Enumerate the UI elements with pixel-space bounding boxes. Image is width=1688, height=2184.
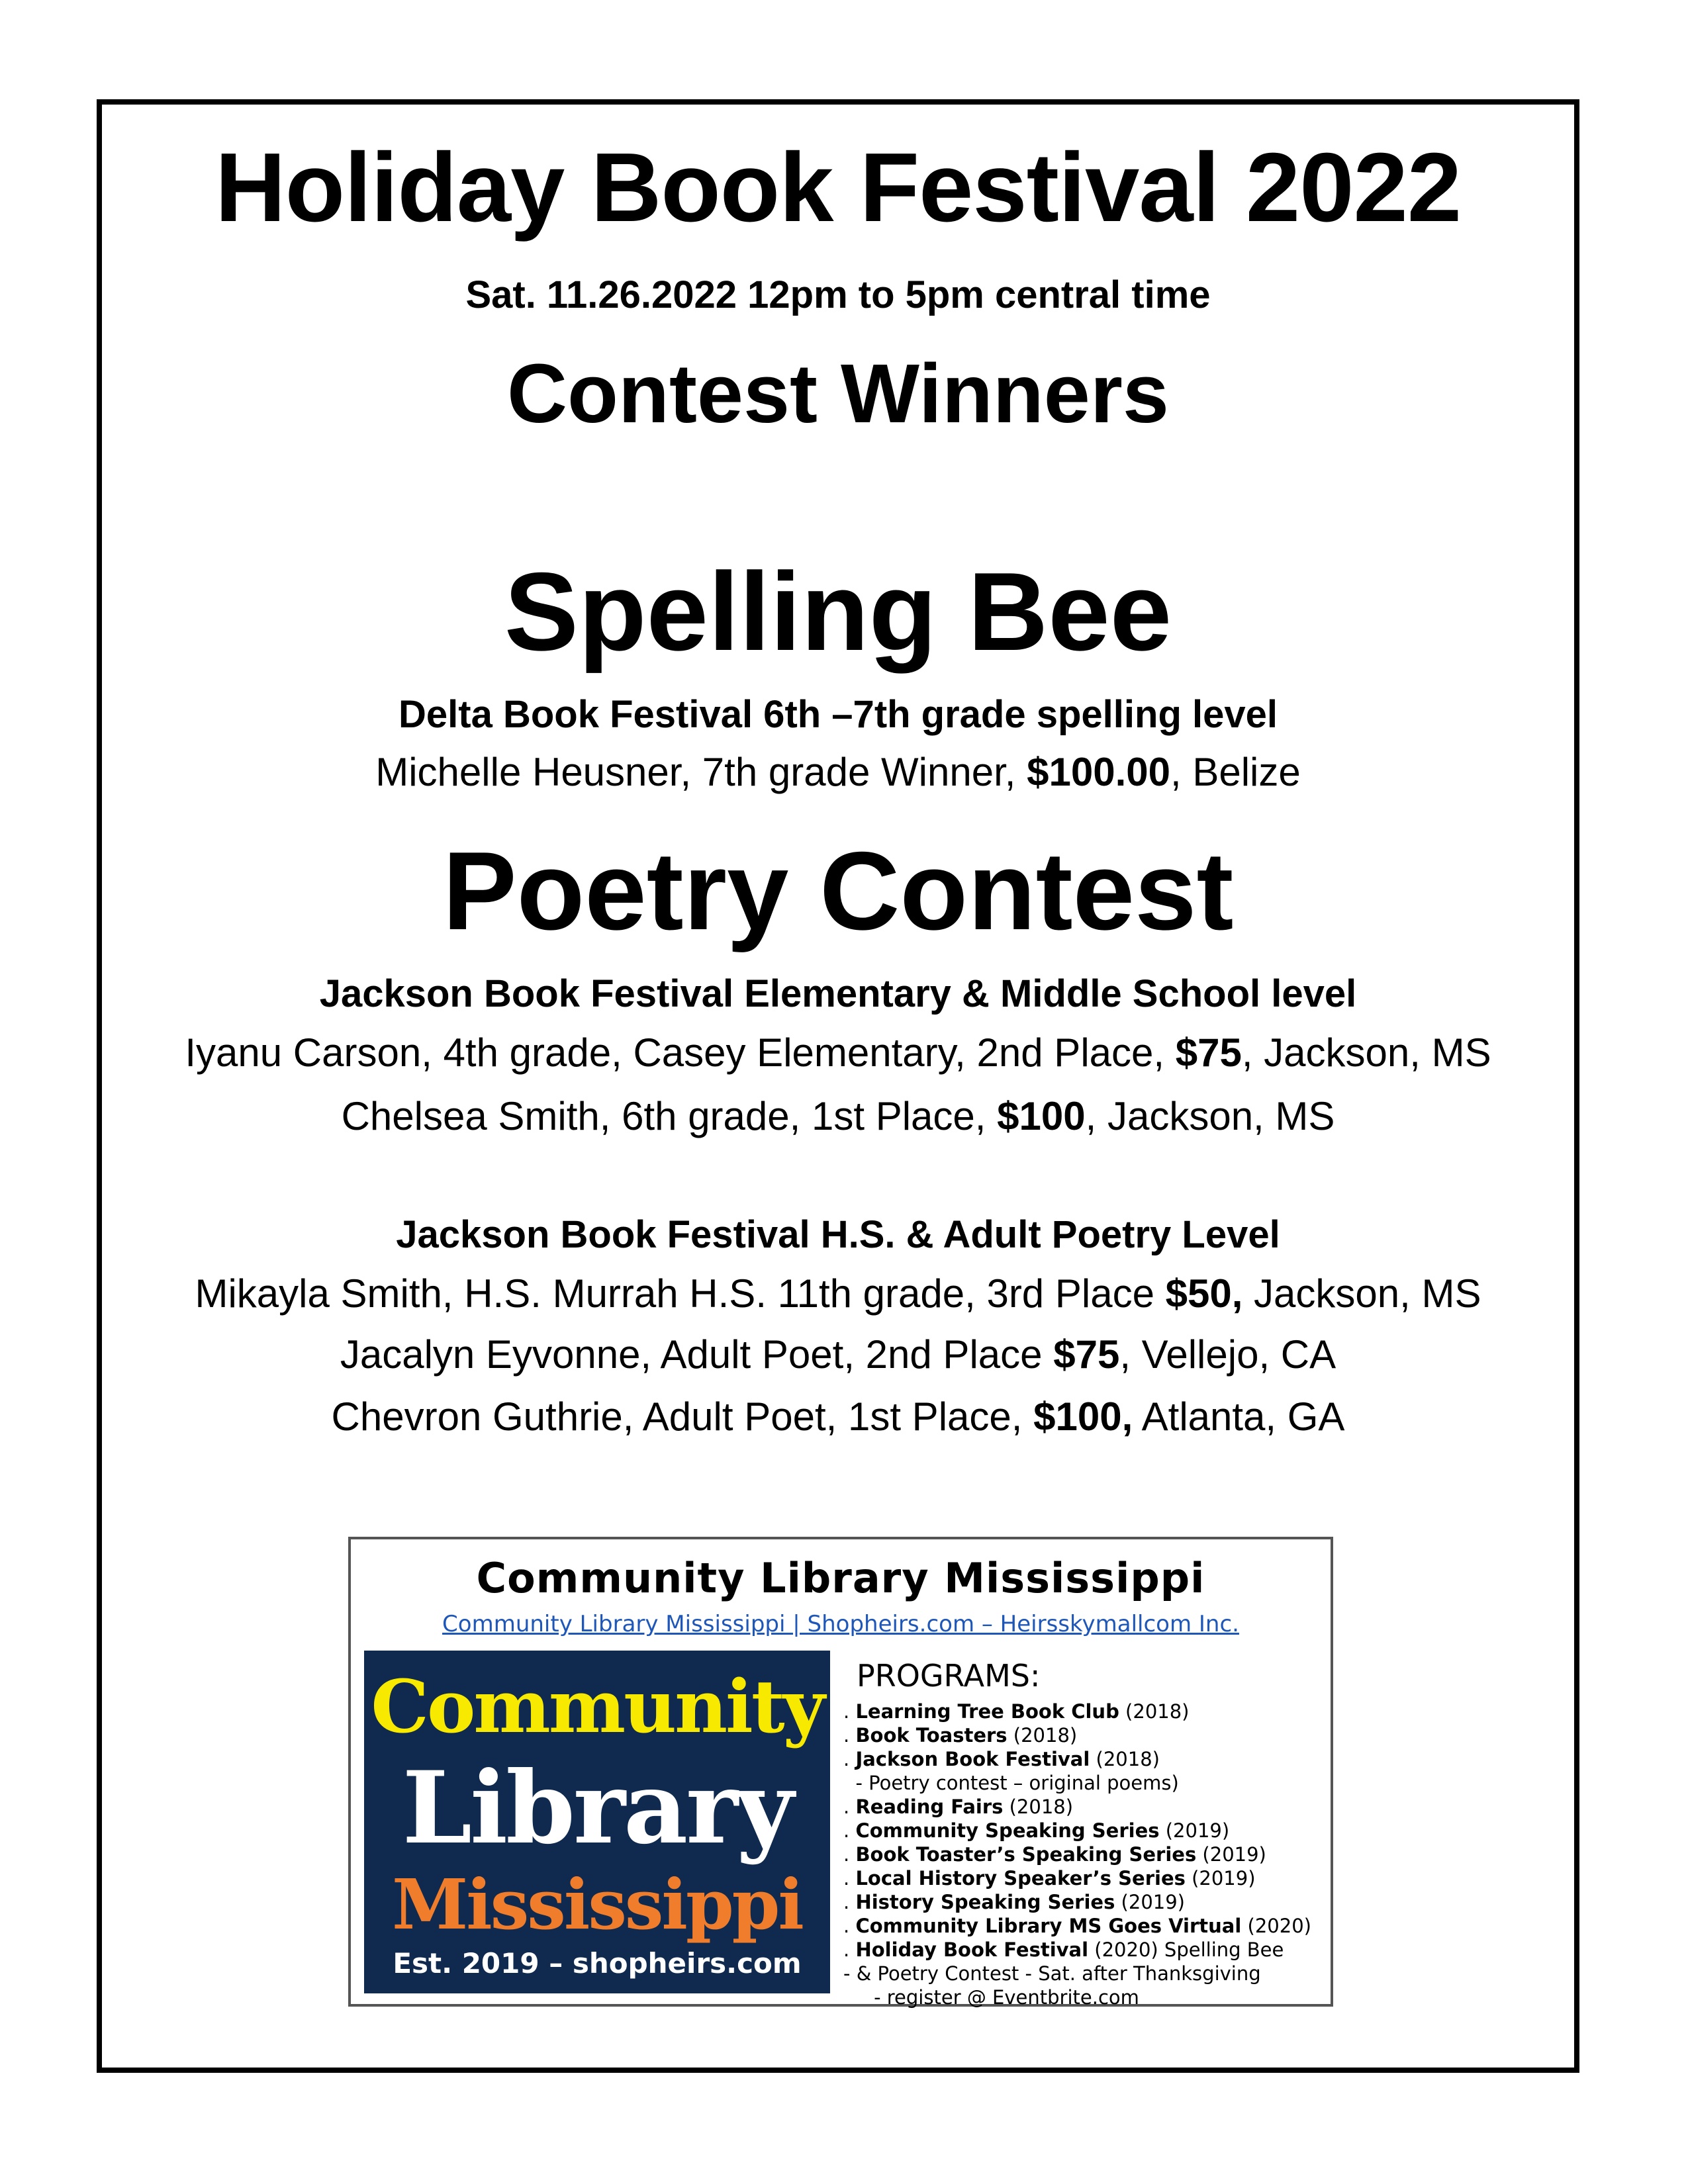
program-item: . Book Toaster’s Speaking Series (2019) [843, 1843, 1266, 1866]
winner-line: Mikayla Smith, H.S. Murrah H.S. 11th grade, 3rd Place $50, Jackson, MS [195, 1271, 1481, 1316]
library-ad [348, 1537, 1333, 2007]
program-item: - & Poetry Contest - Sat. after Thanksgiving [843, 1962, 1261, 1985]
winner-line: Chevron Guthrie, Adult Poet, 1st Place, $100, Atlanta, GA [331, 1394, 1345, 1439]
winner-line: Iyanu Carson, 4th grade, Casey Elementary, 2nd Place, $75, Jackson, MS [185, 1030, 1491, 1075]
logo-line-community: Community [371, 1664, 823, 1749]
program-item: . Local History Speaker’s Series (2019) [843, 1867, 1256, 1889]
logo-line-library: Library [402, 1750, 792, 1866]
program-item: . Book Toasters (2018) [843, 1724, 1078, 1747]
logo-line-mississippi: Mississippi [392, 1864, 802, 1945]
library-logo [364, 1651, 830, 1993]
event-date: Sat. 11.26.2022 12pm to 5pm central time [465, 273, 1211, 316]
poetry-level-elementary: Jackson Book Festival Elementary & Middle School level [319, 972, 1357, 1015]
winner-line: Chelsea Smith, 6th grade, 1st Place, $100, Jackson, MS [341, 1094, 1335, 1138]
poetry-level-adult: Jackson Book Festival H.S. & Adult Poetry Level [396, 1213, 1280, 1256]
programs-list [843, 1657, 1327, 2009]
program-item: . Community Speaking Series (2019) [843, 1819, 1230, 1842]
program-item: . Holiday Book Festival (2020) Spelling Bee [843, 1938, 1284, 1961]
program-item: . Community Library MS Goes Virtual (2020) [843, 1915, 1311, 1937]
programs-heading: PROGRAMS: [857, 1658, 1041, 1694]
ad-title: Community Library Mississippi [476, 1554, 1205, 1602]
spelling-bee-heading: Spelling Bee [504, 549, 1172, 674]
logo-tagline: Est. 2019 – shopheirs.com [393, 1947, 802, 1979]
program-item: . Jackson Book Festival (2018) [843, 1748, 1160, 1770]
ad-link[interactable]: Community Library Mississippi | Shopheirs.com – Heirsskymallcom Inc. [442, 1611, 1239, 1637]
program-item: . Learning Tree Book Club (2018) [843, 1700, 1190, 1723]
winner-line: Jacalyn Eyvonne, Adult Poet, 2nd Place $75, Vellejo, CA [340, 1332, 1336, 1377]
program-item: . Reading Fairs (2018) [843, 1796, 1074, 1818]
winner-line: Michelle Heusner, 7th grade Winner, $100.00, Belize [375, 750, 1301, 794]
program-item: . History Speaking Series (2019) [843, 1891, 1185, 1913]
spelling-level: Delta Book Festival 6th –7th grade spelling level [399, 693, 1278, 736]
page-title: Holiday Book Festival 2022 [214, 133, 1462, 242]
poetry-contest-heading: Poetry Contest [442, 829, 1234, 953]
program-item: - Poetry contest – original poems) [855, 1772, 1179, 1794]
program-item: - register @ Eventbrite.com [874, 1986, 1139, 2009]
page-subtitle: Contest Winners [507, 347, 1169, 440]
